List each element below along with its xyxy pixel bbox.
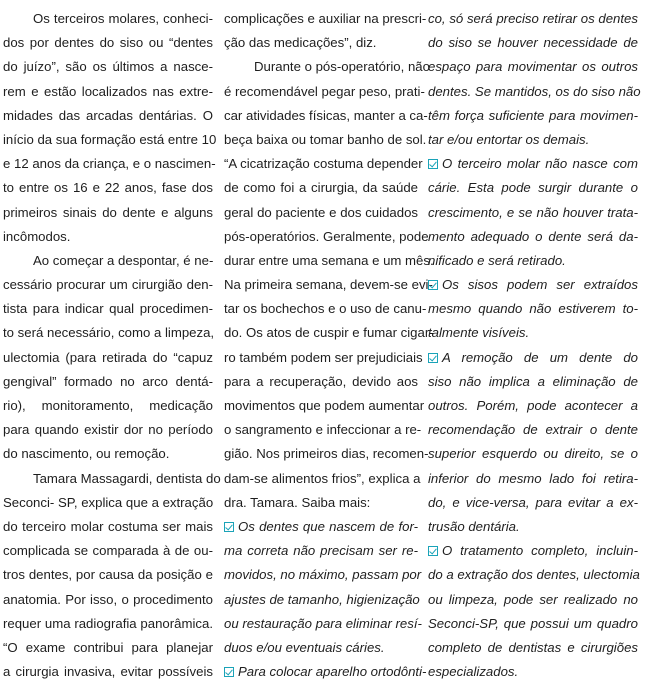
text-line [3, 588, 213, 612]
text-line-content: mesmo quando não estiverem to- [428, 301, 638, 317]
text-line [224, 128, 427, 152]
text-line-content: dam-se alimentos frios”, explica a [224, 470, 421, 486]
text-line [428, 176, 638, 200]
text-line [224, 225, 429, 249]
text-line [224, 201, 418, 225]
text-line [224, 491, 418, 515]
text-line-content: recomendação de extrair o dente [428, 422, 638, 438]
text-line [428, 128, 638, 152]
text-line-content: do terceiro molar costuma ser mais [3, 518, 213, 534]
text-line [3, 612, 213, 636]
text-line [224, 467, 421, 491]
text-line [224, 660, 427, 684]
text-line [224, 636, 418, 660]
text-line [3, 442, 213, 466]
text-line-content: geral do paciente e dos cuidados [224, 204, 418, 220]
text-line-content: movimentos que podem aumentar [224, 398, 425, 413]
text-line-content: e 12 anos da criança, e o nascimen- [3, 156, 216, 172]
checkbox-bullet-icon [224, 522, 234, 532]
text-line [3, 176, 213, 200]
text-line [3, 515, 213, 539]
text-line [428, 563, 638, 587]
text-line-content: completo de dentistas e cirurgiões [428, 639, 638, 655]
text-line [3, 321, 213, 345]
text-line-content: midades das arcadas dentárias. O [3, 107, 213, 123]
text-line [428, 442, 638, 466]
text-line-content: Na primeira semana, devem-se evi- [224, 277, 433, 293]
text-line-content: início da sua formação está entre 10 [3, 131, 217, 147]
text-line [224, 370, 418, 394]
text-line [3, 7, 213, 31]
text-line-content: cárie. Esta pode surgir durante o [428, 180, 638, 196]
text-line [3, 370, 213, 394]
text-line [224, 273, 433, 297]
text-line-content: gengival” formado no arco dentá- [3, 373, 213, 389]
text-line-content: “A cicatrização costuma depender [224, 156, 423, 172]
text-line-content: primeiros sinais do dente e alguns [3, 204, 213, 220]
text-line [224, 55, 430, 79]
text-line-content: superior esquerdo ou direito, se o [428, 446, 638, 462]
text-line-content: Para colocar aparelho ortodônti- [238, 664, 427, 680]
text-line [428, 31, 638, 55]
checkbox-bullet-icon [428, 353, 438, 363]
text-line-content: ma correta não precisam ser re- [224, 543, 418, 559]
text-line [428, 491, 638, 515]
text-line-content: Durante o pós-operatório, não [254, 59, 430, 75]
text-line-content: ro também podem ser prejudiciais [224, 349, 423, 365]
text-line [224, 563, 422, 587]
text-line [428, 152, 638, 176]
text-line-content: rem e estão localizados nas extre- [3, 83, 213, 99]
text-line [428, 539, 638, 563]
text-line [224, 176, 418, 200]
text-line-content: requer uma radiografia panorâmica. [3, 615, 213, 631]
text-line [224, 418, 422, 442]
text-line [224, 321, 434, 345]
text-line [224, 346, 423, 370]
text-line-content: inferior do mesmo lado foi retira- [428, 470, 638, 486]
text-line-content: car atividades físicas, manter a ca- [224, 107, 428, 123]
article-column-2 [224, 7, 434, 684]
text-line [3, 467, 221, 491]
text-line [224, 7, 427, 31]
text-line [428, 588, 638, 612]
text-line [428, 80, 641, 104]
text-line-content: to será necessário, como a limpeza, [3, 325, 215, 341]
text-line-content: a cirurgia invasiva, evitar possíveis [3, 664, 213, 680]
text-line [428, 7, 638, 31]
text-line-content: dentes. Se mantidos, os do siso não [428, 83, 641, 99]
text-line [224, 31, 418, 55]
text-line-content: co, só será preciso retirar os dentes [428, 11, 638, 26]
text-line-content: beça baixa ou tomar banho de sol. [224, 131, 427, 147]
text-line [224, 152, 423, 176]
text-line [224, 442, 429, 466]
text-line [3, 201, 213, 225]
text-line-content: do a extração dos dentes, ulectomia [428, 567, 640, 583]
text-line [3, 539, 213, 563]
text-line-content: ulectomia (para retirada do “capuz [3, 349, 213, 365]
text-line-content: O tratamento completo, incluin- [442, 543, 638, 559]
text-line [3, 104, 213, 128]
text-line-content: Seconci- SP, explica que a extração [3, 494, 214, 510]
text-line-content: de como foi a cirurgia, da saúde [224, 180, 418, 196]
text-line [428, 467, 638, 491]
text-line-content: rio), monitoramento, medicação [3, 398, 213, 413]
text-line [224, 80, 425, 104]
text-line-content: especializados. [428, 664, 519, 680]
text-line-content: Ao começar a despontar, é ne- [33, 252, 214, 268]
text-line [3, 55, 213, 79]
text-line-content: para a recuperação, devido aos [224, 373, 418, 389]
text-line-content: tros dentes, por causa da posição e [3, 567, 213, 583]
text-line [428, 346, 638, 370]
text-line-content: o sangramento e infeccionar a re- [224, 422, 422, 438]
text-line [428, 394, 638, 418]
text-line-content: trusão dentária. [428, 518, 520, 534]
checkbox-bullet-icon [428, 159, 438, 169]
text-line-content: crescimento, e se não houver trata- [428, 204, 638, 220]
text-line-content: cessário procurar um cirurgião den- [3, 277, 213, 293]
text-line [428, 297, 638, 321]
text-line-content: ou restauração para eliminar resí- [224, 615, 422, 631]
text-line [428, 273, 638, 297]
text-line-content: pós-operatórios. Geralmente, pode [224, 228, 429, 244]
text-line [3, 563, 213, 587]
text-line-content: dos por dentes do siso ou “dentes [3, 35, 213, 51]
text-line [428, 249, 638, 273]
text-line [3, 128, 217, 152]
checkbox-bullet-icon [428, 546, 438, 556]
text-line [3, 491, 213, 515]
text-line-content: mento adequado o dente será da- [428, 228, 638, 244]
checkbox-bullet-icon [224, 667, 234, 677]
text-line-content: gião. Nos primeiros dias, recomen- [224, 446, 429, 462]
text-line-content: tista para indicar qual procedimen- [3, 301, 213, 317]
text-line-content: to entre os 16 e 22 anos, fase dos [3, 180, 213, 196]
text-line [3, 418, 213, 442]
text-line [3, 394, 213, 418]
text-line [3, 636, 213, 660]
text-line [3, 297, 213, 321]
text-line-content: ou limpeza, pode ser realizado no [428, 591, 638, 607]
text-line [224, 612, 422, 636]
text-line [224, 249, 434, 273]
text-line-content: A remoção de um dente do [442, 349, 638, 365]
text-line [3, 152, 216, 176]
text-line-content: durar entre uma semana e um mês. [224, 252, 434, 268]
text-line [224, 588, 418, 612]
text-line-content: siso não implica a eliminação de [428, 373, 638, 389]
text-line-content: complicações e auxiliar na prescri- [224, 11, 427, 26]
text-line [3, 346, 213, 370]
text-line [224, 394, 425, 418]
text-line-content: têm força suficiente para movimen- [428, 107, 638, 123]
text-line [3, 273, 213, 297]
text-line-content: dra. Tamara. Saiba mais: [224, 494, 371, 510]
text-line-content: do juízo”, são os últimos a nasce- [3, 59, 213, 75]
text-line [428, 225, 638, 249]
text-line [428, 660, 638, 684]
text-line-content: incômodos. [3, 228, 71, 244]
text-line [224, 297, 427, 321]
text-line-content: tar e/ou entortar os demais. [428, 131, 590, 147]
text-line-content: outros. Porém, pode acontecer a [428, 398, 638, 413]
article-column-1 [3, 7, 221, 684]
text-line [3, 80, 213, 104]
text-line-content: espaço para movimentar os outros [428, 59, 638, 75]
text-line-content: Os dentes que nascem de for- [238, 518, 418, 534]
text-line-content: tar os bochechos e o uso de canu- [224, 301, 427, 317]
text-line-content: do siso se houver necessidade de [428, 35, 638, 51]
text-line-content: duos e/ou eventuais cáries. [224, 639, 385, 655]
text-line-content: O terceiro molar não nasce com [442, 156, 638, 172]
text-line-content: do. Os atos de cuspir e fumar cigar- [224, 325, 434, 341]
text-line-content: ção das medicações”, diz. [224, 35, 377, 51]
article-column-3 [428, 7, 641, 684]
text-line [428, 418, 638, 442]
text-line [428, 515, 638, 539]
text-line-content: movidos, no máximo, passam por [224, 567, 422, 583]
text-line [3, 225, 213, 249]
text-line [224, 104, 428, 128]
text-line-content: ajustes de tamanho, higienização [224, 591, 420, 607]
checkbox-bullet-icon [428, 280, 438, 290]
text-line [428, 612, 638, 636]
text-line [3, 660, 213, 684]
text-line [3, 31, 213, 55]
text-line [428, 201, 638, 225]
text-line-content: anatomia. Por isso, o procedimento [3, 591, 213, 607]
text-line-content: Os sisos podem ser extraídos [442, 277, 638, 293]
text-line [428, 55, 638, 79]
text-line-content: talmente visíveis. [428, 325, 530, 341]
text-line [428, 370, 638, 394]
text-line-content: é recomendável pegar peso, prati- [224, 83, 425, 99]
text-line-content: do, e vice-versa, para evitar a ex- [428, 494, 638, 510]
text-line [224, 539, 418, 563]
text-line [428, 104, 638, 128]
text-line-content: nificado e será retirado. [428, 252, 566, 268]
text-line [428, 321, 638, 345]
text-line [3, 249, 213, 273]
text-line-content: Os terceiros molares, conheci- [33, 11, 213, 26]
text-line-content: do nascimento, ou remoção. [3, 446, 170, 462]
text-line-content: Seconci-SP, que possui um quadro [428, 615, 638, 631]
text-line-content: para quando existir dor no período [3, 422, 213, 438]
text-line-content: “O exame contribui para planejar [3, 639, 213, 655]
text-line [428, 636, 638, 660]
text-line [224, 515, 418, 539]
text-line-content: complicada se comparada à de ou- [3, 543, 213, 559]
text-line-content: Tamara Massagardi, dentista do [33, 470, 221, 486]
